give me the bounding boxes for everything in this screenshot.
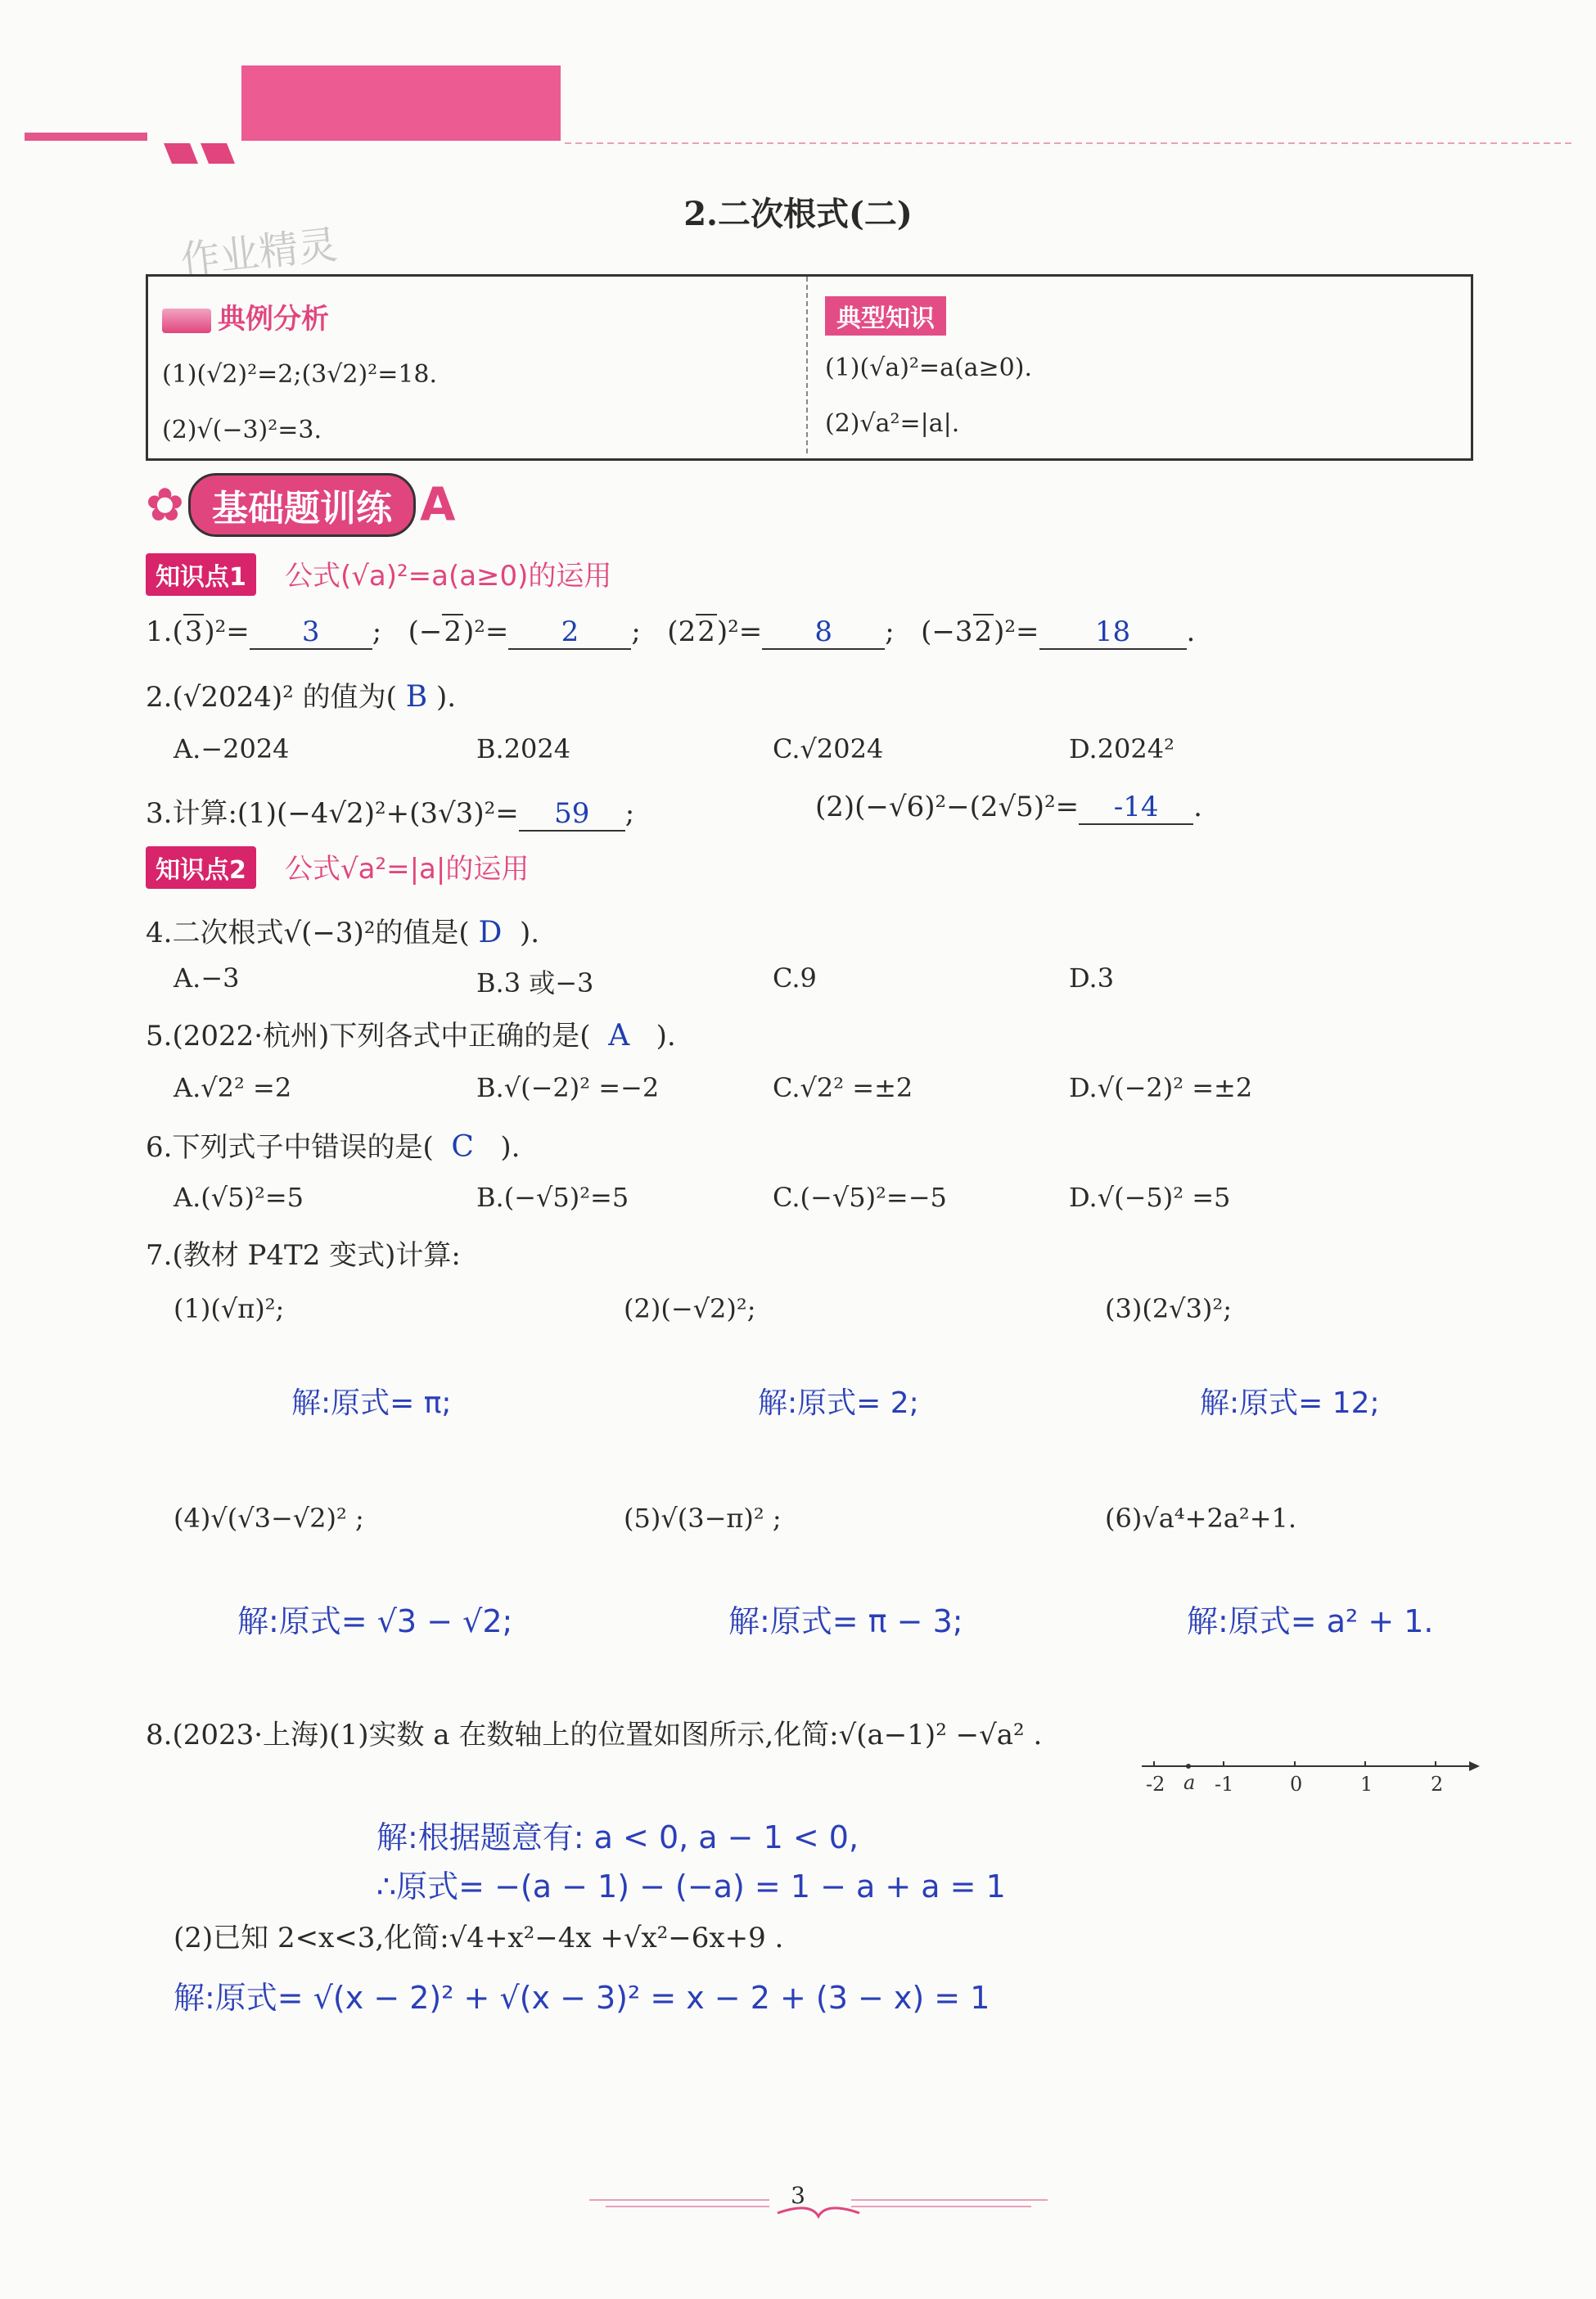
number-line [1138, 1751, 1481, 1801]
q7-part-6: (6)√a⁴+2a²+1. [1105, 1503, 1297, 1534]
q4-option-b: B.3 或−3 [476, 967, 594, 998]
q7-solution-1: 解:原式= π; [291, 1386, 452, 1420]
q6: 6.下列式子中错误的是( C ). [146, 1130, 521, 1164]
knowledge-title: 典型知识 [825, 296, 946, 336]
q5-answer[interactable]: A [608, 1019, 630, 1053]
q2-answer[interactable]: B [405, 680, 428, 714]
tick-1: 1 [1360, 1773, 1373, 1796]
q7-solution-5: 解:原式= π − 3; [728, 1603, 963, 1639]
q8-stem: 8.(2023·上海)(1)实数 a 在数轴上的位置如图所示,化简:√(a−1)² −√a² . [146, 1719, 1043, 1751]
q2-option-a: A.−2024 [174, 733, 290, 764]
kp1-row [146, 553, 611, 596]
q6-answer[interactable]: C [451, 1130, 474, 1164]
q7-part-5: (5)√(3−π)² ; [624, 1503, 782, 1534]
q4-option-d: D.3 [1069, 962, 1115, 994]
q1-blank-4[interactable]: 18 [1039, 615, 1187, 650]
q1-blank-1[interactable]: 3 [250, 615, 372, 650]
tick-neg1: -1 [1215, 1773, 1234, 1796]
box-divider [806, 277, 808, 453]
q1: 1.(3)²= 3 ; (−2)²= 2 ; (22)²= 8 ; (−32)²= 18 . [146, 615, 1196, 648]
flower-icon: ✿ [146, 478, 184, 532]
q7-stem: 7.(教材 P4T2 变式)计算: [146, 1239, 461, 1272]
header-decoration [0, 65, 1596, 164]
q7-part-4: (4)√(√3−√2)² ; [174, 1503, 364, 1534]
kp1-tag: 知识点1 [146, 553, 256, 596]
q5-option-a: A.√2² =2 [174, 1072, 292, 1103]
tick-0: 0 [1290, 1773, 1303, 1796]
q7-part-2: (2)(−√2)²; [624, 1293, 756, 1324]
q2-option-d: D.2024² [1069, 733, 1174, 764]
kp2-tag: 知识点2 [146, 846, 256, 889]
q2-option-b: B.2024 [476, 733, 571, 764]
section-letter: A [420, 478, 456, 532]
q6-option-c: C.(−√5)²=−5 [773, 1182, 947, 1213]
q3-blank-1[interactable]: 59 [519, 797, 625, 832]
q8-part-2: (2)已知 2<x<3,化简:√4+x²−4x +√x²−6x+9 . [174, 1922, 784, 1954]
q6-option-d: D.√(−5)² =5 [1069, 1182, 1231, 1213]
tick-2: 2 [1431, 1773, 1444, 1796]
q5-option-c: C.√2² =±2 [773, 1072, 913, 1103]
example-line-1: (1)(√2)²=2;(3√2)²=18. [162, 360, 438, 389]
q5-option-b: B.√(−2)² =−2 [476, 1072, 660, 1103]
page-number: 3 [791, 2182, 805, 2209]
q7-part-1: (1)(√π)²; [174, 1293, 285, 1324]
kp1-formula: 公式(√a)²=a(a≥0)的运用 [284, 560, 612, 593]
q7-solution-3: 解:原式= 12; [1200, 1386, 1380, 1420]
q1-blank-3[interactable]: 8 [762, 615, 885, 650]
q1-number: 1. [146, 615, 173, 648]
q8-solution-2: 解:原式= √(x − 2)² + √(x − 3)² = x − 2 + (3 − x) = 1 [174, 1980, 990, 2016]
q3-part2: (2)(−√6)²−(2√5)²= -14 . [815, 791, 1202, 823]
page-title: 2.二次根式(二) [683, 195, 913, 233]
q4-option-a: A.−3 [174, 962, 240, 994]
section-header [146, 473, 455, 537]
q6-option-b: B.(−√5)²=5 [476, 1182, 629, 1213]
q3-blank-2[interactable]: -14 [1079, 791, 1193, 825]
q5-option-d: D.√(−2)² =±2 [1069, 1072, 1253, 1103]
q7-solution-2: 解:原式= 2; [758, 1386, 919, 1420]
example-line-2: (2)√(−3)²=3. [162, 416, 322, 444]
q2-option-c: C.√2024 [773, 733, 884, 764]
q4-option-c: C.9 [773, 962, 817, 994]
q1-blank-2[interactable]: 2 [508, 615, 631, 650]
example-title: 典例分析 [162, 296, 329, 336]
q7-part-3: (3)(2√3)²; [1105, 1293, 1233, 1324]
section-title: 基础题训练 [188, 473, 416, 537]
q8-solution-1-line-2: ∴原式= −(a − 1) − (−a) = 1 − a + a = 1 [376, 1869, 1006, 1905]
q2: 2.(√2024)² 的值为( B ). [146, 680, 457, 714]
book-icon [162, 309, 211, 333]
tick-neg2: -2 [1146, 1773, 1165, 1796]
kp2-row [146, 846, 529, 889]
watermark: 作业精灵 [178, 222, 340, 284]
knowledge-line-2: (2)√a²=|a|. [825, 409, 960, 438]
q4: 4.二次根式√(−3)²的值是( D ). [146, 916, 540, 949]
kp2-formula: 公式√a²=|a|的运用 [284, 853, 530, 886]
q5: 5.(2022·杭州)下列各式中正确的是( A ). [146, 1019, 676, 1053]
q8-solution-1-line-1: 解:根据题意有: a < 0, a − 1 < 0, [376, 1819, 859, 1855]
q7-solution-6: 解:原式= a² + 1. [1187, 1603, 1434, 1639]
knowledge-line-1: (1)(√a)²=a(a≥0). [825, 354, 1033, 382]
q4-answer[interactable]: D [478, 916, 503, 949]
q7-solution-4: 解:原式= √3 − √2; [237, 1603, 513, 1639]
q6-option-a: A.(√5)²=5 [174, 1182, 304, 1213]
tick-a: a [1183, 1771, 1196, 1794]
q3: 3.计算:(1)(−4√2)²+(3√3)²= 59 ; [146, 797, 635, 830]
